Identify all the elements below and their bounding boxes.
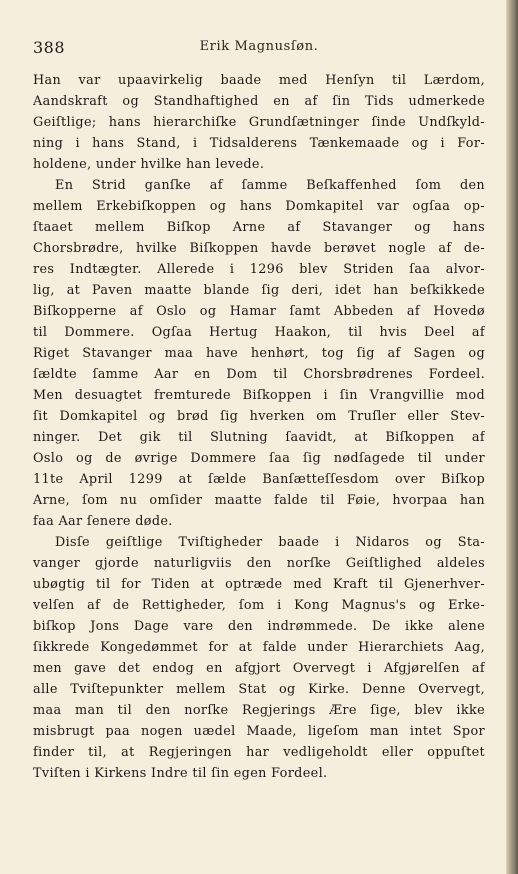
- page-number: 388: [33, 38, 66, 57]
- text-line: faa Aar ſenere døde.: [33, 514, 173, 529]
- text-line: ſældte ſamme Aar en Dom til Chorsbrødrenes Fordeel.: [33, 367, 485, 382]
- running-title: Erik Magnusſøn.: [199, 39, 319, 54]
- text-line: ſikkrede Kongedømmet for at falde under Hierarchiets Aag,: [33, 640, 485, 655]
- text-line: Riget Stavanger maa have henhørt, tog ſig af Sagen og: [33, 346, 485, 361]
- text-line: ſtaaet mellem Biſkop Arne af Stavanger og hans: [33, 220, 485, 235]
- text-line: finder til, at Regjeringen har vedligeholdt eller oppuſtet: [33, 745, 485, 760]
- text-line: En Strid ganſke af ſamme Beſkaffenhed ſom den: [55, 178, 485, 193]
- page-edge-shadow: [507, 0, 518, 874]
- text-line: ſit Domkapitel og brød ſig hverken om Truſler eller Stev-: [33, 409, 485, 424]
- text-line: Men desuagtet fremturede Biſkoppen i ſin Vrangvillie mod: [33, 388, 485, 403]
- text-line: maa man til den norſke Regjerings Ære ſige, blev ikke: [33, 703, 485, 718]
- text-line: alle Tviſtepunkter mellem Stat og Kirke. Denne Overvegt,: [33, 682, 485, 697]
- text-line: velſen af de Rettigheder, ſom i Kong Magnus's og Erke-: [33, 598, 485, 613]
- running-head: [33, 38, 485, 56]
- text-line: til Dommere. Ogſaa Hertug Haakon, til hvis Deel af: [33, 325, 485, 340]
- text-line: ninger. Det gik til Slutning ſaavidt, at Biſkoppen af: [33, 430, 485, 445]
- text-line: Geiſtlige; hans hierarchiſke Grundſætninger ſinde Undſkyld-: [33, 115, 485, 130]
- text-line: Oslo og de øvrige Dommere ſaa ſig nødſagede til under: [33, 451, 485, 466]
- text-line: Aandskraft og Standhaftighed en af ſin Tids udmerkede: [33, 94, 485, 109]
- paragraph-2: [33, 175, 485, 532]
- text-line: mellem Erkebiſkoppen og hans Domkapitel var ogſaa op-: [33, 199, 485, 214]
- text-line: men gave det endog en afgjort Overvegt i Afgjørelſen af: [33, 661, 485, 676]
- text-line: Disſe geiſtlige Tviſtigheder baade i Nidaros og Sta-: [55, 535, 485, 550]
- text-line: ning i hans Stand, i Tidsalderens Tænkemaade og i For-: [33, 136, 485, 151]
- paragraph-3: [33, 532, 485, 784]
- paragraph-1: [33, 70, 485, 175]
- text-line: vanger gjorde naturligviis den norſke Geiſtlighed aldeles: [33, 556, 485, 571]
- text-line: holdene, under hvilke han levede.: [33, 157, 265, 172]
- text-line: Arne, ſom nu omſider maatte falde til Føie, hvorpaa han: [33, 493, 485, 508]
- text-line: lig, at Paven maatte blande ſig deri, idet han beſkikkede: [33, 283, 485, 298]
- text-line: ubøgtig til for Tiden at optræde med Kraft til Gjenerhver-: [33, 577, 485, 592]
- text-line: biſkop Jons Dage vare den indrømmede. De ikke alene: [33, 619, 485, 634]
- text-line: res Indtægter. Allerede i 1296 blev Striden ſaa alvor-: [33, 262, 485, 277]
- text-line: Biſkopperne af Oslo og Hamar ſamt Abbeden af Hovedø: [33, 304, 485, 319]
- text-line: Han var upaavirkelig baade med Henſyn til Lærdom,: [33, 73, 485, 88]
- text-line: Chorsbrødre, hvilke Biſkoppen havde berøvet nogle af de-: [33, 241, 485, 256]
- body-text: [33, 70, 485, 784]
- text-line: 11te April 1299 at ſælde Banſætteſſesdom over Biſkop: [33, 472, 485, 487]
- text-line: misbrugt paa nogen uædel Maade, ligeſom man intet Spor: [33, 724, 485, 739]
- text-line: Tviſten i Kirkens Indre til ſin egen Fordeel.: [33, 766, 328, 781]
